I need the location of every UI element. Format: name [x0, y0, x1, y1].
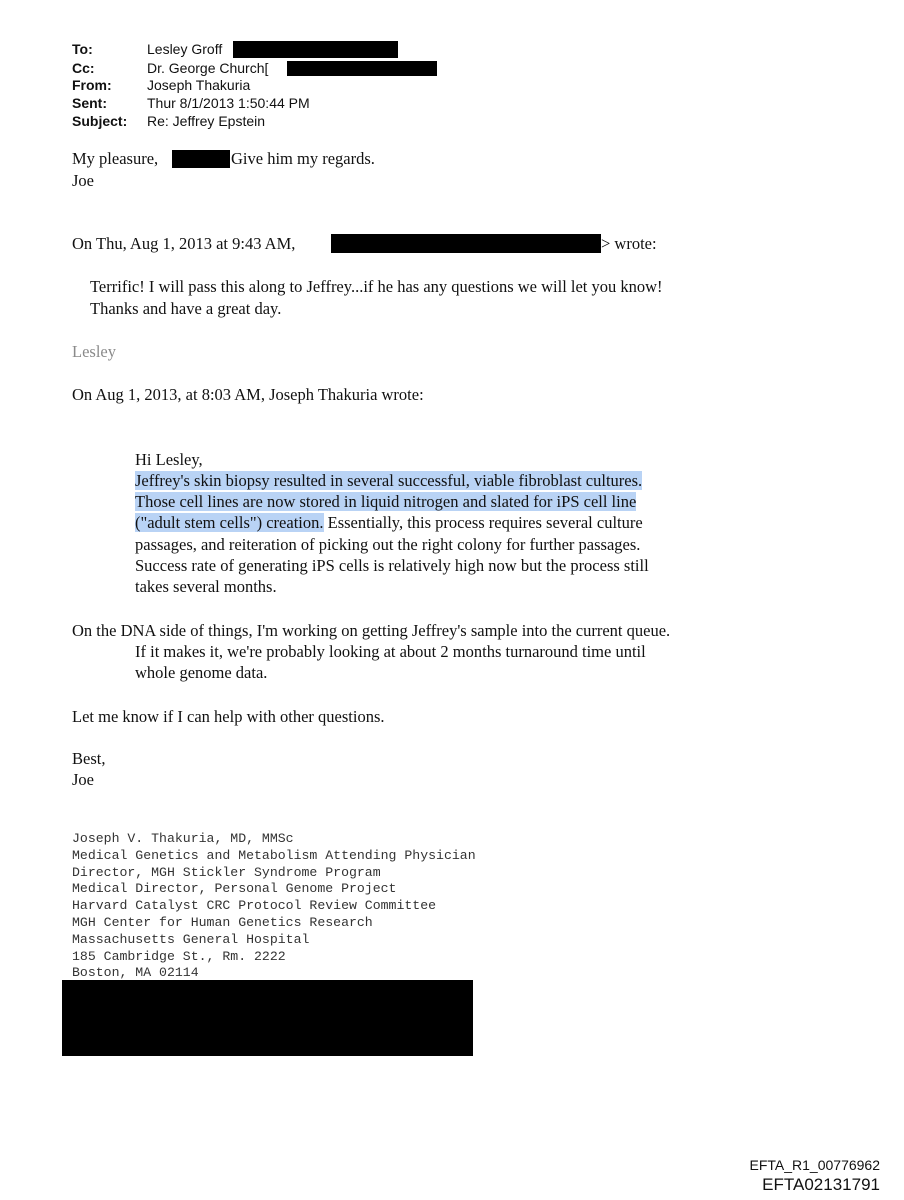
redaction-box [233, 41, 398, 58]
quote2-line-1 [135, 470, 642, 491]
to-value: Lesley Groff [147, 41, 223, 57]
from-label: From: [72, 77, 112, 93]
cc-value: Dr. George Church[ [147, 60, 269, 76]
redaction-box [172, 150, 230, 168]
quote1-signature: Lesley [72, 342, 116, 361]
quote2-intro: On Aug 1, 2013, at 8:03 AM, Joseph Thakuria wrote: [72, 385, 424, 404]
bates-number-primary: EFTA02131791 [762, 1175, 880, 1194]
signature-line: Harvard Catalyst CRC Protocol Review Committee [72, 898, 437, 914]
subject-value: Re: Jeffrey Epstein [147, 113, 266, 129]
quote2-line-2 [135, 491, 636, 512]
subject-label: Subject: [72, 113, 128, 129]
dna-line-1: On the DNA side of things, I'm working on getting Jeffrey's sample into the current queue. [72, 621, 671, 640]
reply-line-1-start: My pleasure, [72, 149, 159, 168]
highlighted-text: Those cell lines are now stored in liquid nitrogen and slated for iPS cell line [135, 492, 637, 511]
signature-line: Director, MGH Stickler Syndrome Program [72, 864, 381, 880]
dna-line-2: If it makes it, we're probably looking at about 2 months turnaround time until [135, 642, 646, 661]
sign-off: Best, [72, 749, 106, 768]
quote1-intro-start: On Thu, Aug 1, 2013 at 9:43 AM, [72, 234, 296, 253]
cc-label: Cc: [72, 60, 95, 76]
quote2-line-5: Success rate of generating iPS cells is relatively high now but the process still [135, 556, 649, 575]
signature-line: 185 Cambridge St., Rm. 2222 [72, 948, 286, 964]
from-value: Joseph Thakuria [147, 77, 251, 93]
signature-line: Medical Director, Personal Genome Project [72, 881, 397, 897]
redaction-box [287, 61, 437, 76]
quote1-intro-end: > wrote: [601, 234, 657, 253]
dna-line-3: whole genome data. [135, 663, 268, 682]
quote2-greeting: Hi Lesley, [135, 450, 203, 469]
quote1-line-2: Thanks and have a great day. [90, 299, 282, 318]
signature-line: Medical Genetics and Metabolism Attending Physician [72, 847, 476, 863]
redaction-box [331, 234, 601, 253]
highlighted-text: Jeffrey's skin biopsy resulted in several successful, viable fibroblast cultures. [135, 471, 643, 490]
signature-line: Joseph V. Thakuria, MD, MMSc [72, 831, 294, 846]
quote1-line-1: Terrific! I will pass this along to Jeffrey...if he has any questions we will let you know! [90, 277, 663, 296]
quote2-line-4: passages, and reiteration of picking out the right colony for further passages. [135, 535, 641, 554]
highlighted-text: ("adult stem cells") creation. [135, 513, 324, 532]
sent-value: Thur 8/1/2013 1:50:44 PM [147, 95, 310, 111]
quote2-line-3-rest: Essentially, this process requires several culture [323, 513, 643, 532]
signature-line: Massachusetts General Hospital [72, 931, 310, 947]
quote2-line-3 [135, 512, 643, 533]
sent-label: Sent: [72, 95, 107, 111]
to-label: To: [72, 41, 93, 57]
reply-signoff: Joe [72, 171, 94, 190]
quote2-line-6: takes several months. [135, 577, 277, 596]
redaction-box [62, 980, 473, 1056]
signature-block [72, 831, 476, 982]
bates-number-secondary: EFTA_R1_00776962 [749, 1157, 880, 1173]
signature-line: MGH Center for Human Genetics Research [72, 914, 373, 930]
signature-line: Boston, MA 02114 [72, 965, 199, 981]
sign-name: Joe [72, 770, 94, 789]
reply-line-1-end: Give him my regards. [231, 149, 375, 168]
closing-question: Let me know if I can help with other questions. [72, 707, 385, 726]
